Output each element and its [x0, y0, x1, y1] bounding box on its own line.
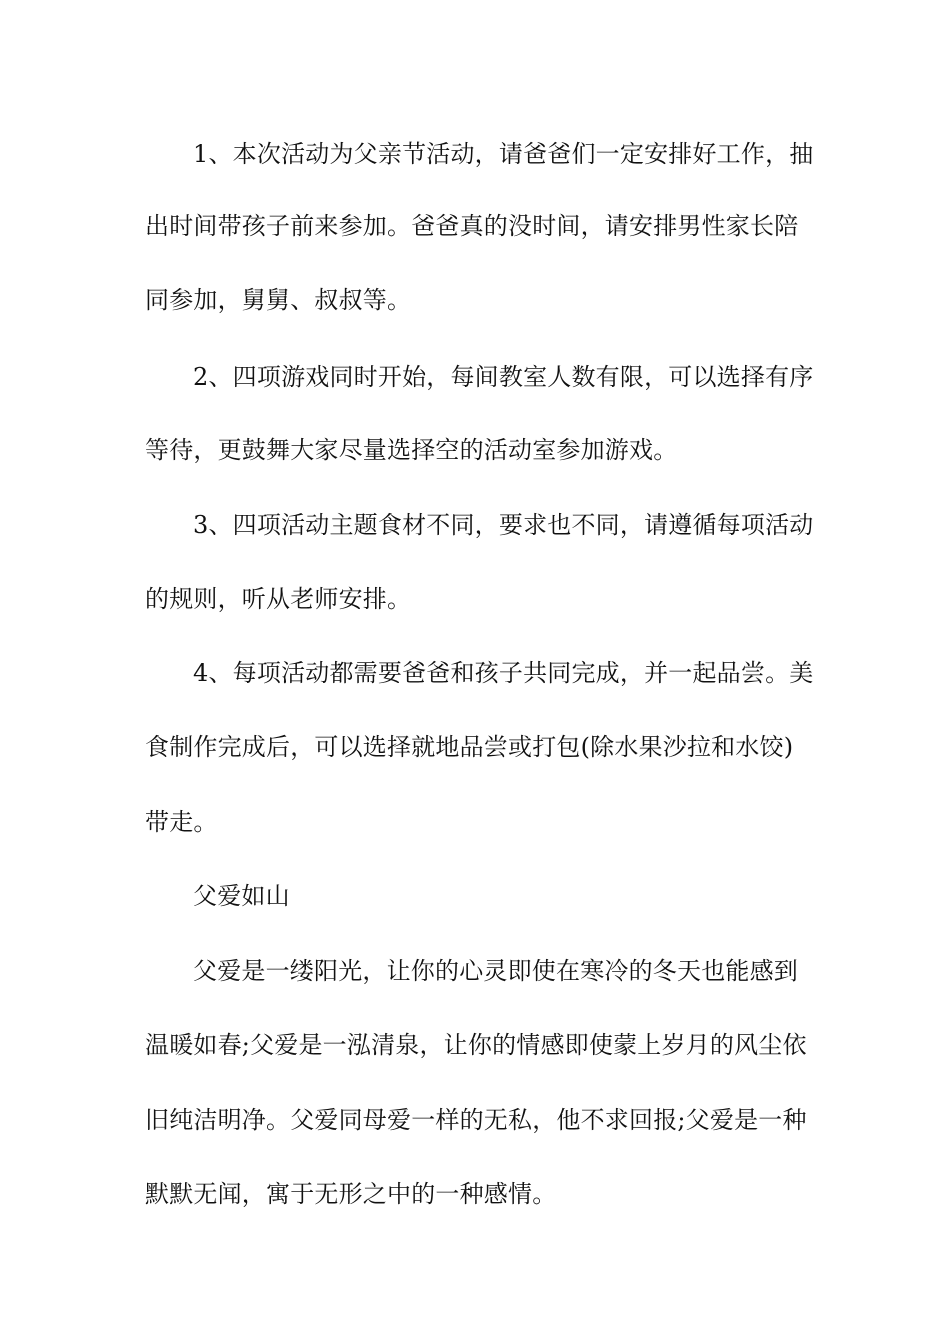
essay-line-4: 默默无闻，寓于无形之中的一种感情。 [145, 1180, 557, 1208]
item-1-line-2: 出时间带孩子前来参加。爸爸真的没时间，请安排男性家长陪 [145, 212, 799, 240]
item-2-line-2: 等待，更鼓舞大家尽量选择空的活动室参加游戏。 [145, 436, 678, 464]
item-1-line-1: 1、本次活动为父亲节活动，请爸爸们一定安排好工作，抽 [193, 140, 814, 168]
item-4-line-1: 4、每项活动都需要爸爸和孩子共同完成，并一起品尝。美 [193, 659, 814, 687]
essay-line-1: 父爱是一缕阳光，让你的心灵即使在寒冷的冬天也能感到 [193, 957, 798, 985]
item-1-line-3: 同参加，舅舅、叔叔等。 [145, 286, 412, 314]
item-4-line-2: 食制作完成后，可以选择就地品尝或打包(除水果沙拉和水饺) [145, 733, 794, 761]
essay-line-3: 旧纯洁明净。父爱同母爱一样的无私，他不求回报;父爱是一种 [145, 1106, 807, 1134]
item-3-line-2: 的规则，听从老师安排。 [145, 585, 412, 613]
item-4-line-3: 带走。 [145, 808, 218, 836]
item-3-line-1: 3、四项活动主题食材不同，要求也不同，请遵循每项活动 [193, 511, 814, 539]
essay-line-2: 温暖如春;父爱是一泓清泉，让你的情感即使蒙上岁月的风尘依 [145, 1031, 807, 1059]
item-2-line-1: 2、四项游戏同时开始，每间教室人数有限，可以选择有序 [193, 363, 814, 391]
section-heading: 父爱如山 [193, 882, 290, 910]
